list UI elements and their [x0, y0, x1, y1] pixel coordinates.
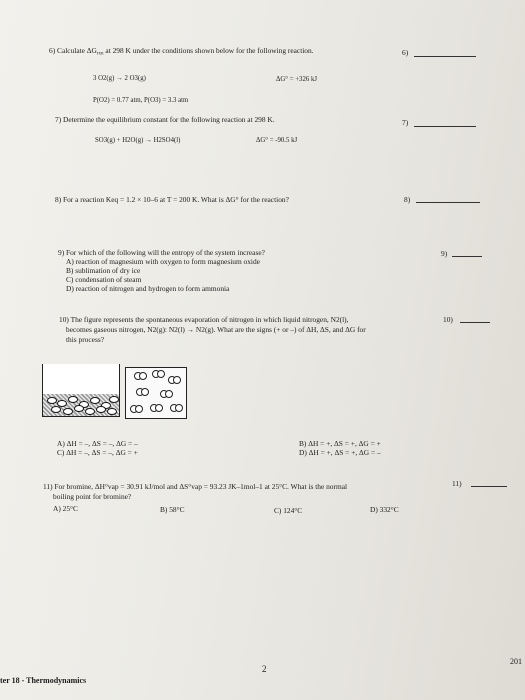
q6-delta-g: ΔG° = +326 kJ: [276, 76, 318, 83]
answer-blank-7[interactable]: [414, 126, 476, 127]
q6-reaction: 3 O2(g) → 2 O3(g): [93, 75, 146, 82]
answer-label-10: 10): [443, 315, 453, 324]
n2-molecule-icon: [152, 370, 164, 378]
question-9: 9) For which of the following will the entropy of the system increase?: [58, 248, 265, 257]
n2-molecule-icon: [130, 405, 142, 413]
liquid-nitrogen-beaker: [42, 364, 120, 417]
q10-option-b: B) ΔH = +, ΔS = +, ΔG = +: [299, 439, 381, 448]
gaseous-nitrogen-container: [125, 367, 187, 419]
n2-molecule-icon: [150, 404, 162, 412]
q11-option-c: C) 124°C: [274, 506, 303, 515]
question-10-line2: becomes gaseous nitrogen, N2(g): N2(l) → N2(g). What are the signs (+ or –) of ΔH, ΔS, and ΔG for: [66, 325, 366, 334]
answer-label-8: 8): [404, 195, 411, 204]
answer-label-6: 6): [402, 48, 409, 57]
n2-molecule-icon: [168, 376, 180, 384]
n2-molecule-icon: [170, 404, 182, 412]
chapter-footer: ter 18 - Thermodynamics: [0, 676, 87, 685]
q10-option-c: C) ΔH = –, ΔS = –, ΔG = +: [57, 448, 138, 457]
question-10-line1: 10) The figure represents the spontaneous evaporation of nitrogen in which liquid nitrogen, N2(l),: [59, 315, 349, 324]
question-8: 8) For a reaction Keq = 1.2 × 10–6 at T = 200 K. What is ΔG° for the reaction?: [55, 195, 289, 204]
question-10-line3: this process?: [66, 335, 104, 344]
q10-option-a: A) ΔH = –, ΔS = –, ΔG = –: [57, 439, 138, 448]
q9-option-b: B) sublimation of dry ice: [66, 266, 141, 275]
liquid-nitrogen-layer: [43, 394, 119, 416]
question-11-line1: 11) For bromine, ΔH°vap = 30.91 kJ/mol and ΔS°vap = 93.23 JK–1mol–1 at 25°C. What is the normal: [43, 482, 348, 491]
q7-delta-g: ΔG° = -90.5 kJ: [256, 137, 298, 144]
page-number: 2: [262, 664, 267, 674]
answer-blank-8[interactable]: [416, 202, 480, 203]
corner-text: 201: [510, 657, 522, 666]
answer-label-9: 9): [441, 249, 448, 258]
answer-label-7: 7): [402, 118, 409, 127]
answer-label-11: 11): [452, 479, 462, 488]
q9-option-a: A) reaction of magnesium with oxygen to form magnesium oxide: [66, 257, 260, 266]
n2-molecule-icon: [160, 390, 172, 398]
q9-option-d: D) reaction of nitrogen and hydrogen to form ammonia: [66, 284, 230, 293]
answer-blank-9[interactable]: [452, 256, 482, 257]
q9-option-c: C) condensation of steam: [66, 275, 142, 284]
q10-option-d: D) ΔH = +, ΔS = +, ΔG = –: [299, 448, 381, 457]
n2-molecule-icon: [136, 388, 148, 396]
q11-option-d: D) 332°C: [370, 505, 399, 514]
question-7: 7) Determine the equilibrium constant for the following reaction at 298 K.: [55, 115, 275, 124]
question-11-line2: boiling point for bromine?: [53, 492, 132, 501]
question-6: 6) Calculate $\Delta G_{rxn}$ at 298 K under the conditions shown below for the following reaction.: [49, 46, 314, 57]
answer-blank-6[interactable]: [414, 56, 476, 57]
q11-option-a: A) 25°C: [53, 504, 78, 513]
q7-reaction: SO3(g) + H2O(g) → H2SO4(l): [95, 137, 181, 144]
answer-blank-10[interactable]: [460, 322, 490, 323]
q6-pressures: P(O2) = 0.77 atm, P(O3) = 3.3 atm: [93, 97, 189, 104]
n2-molecule-icon: [134, 372, 146, 380]
q11-option-b: B) 58°C: [160, 505, 185, 514]
answer-blank-11[interactable]: [471, 486, 507, 487]
